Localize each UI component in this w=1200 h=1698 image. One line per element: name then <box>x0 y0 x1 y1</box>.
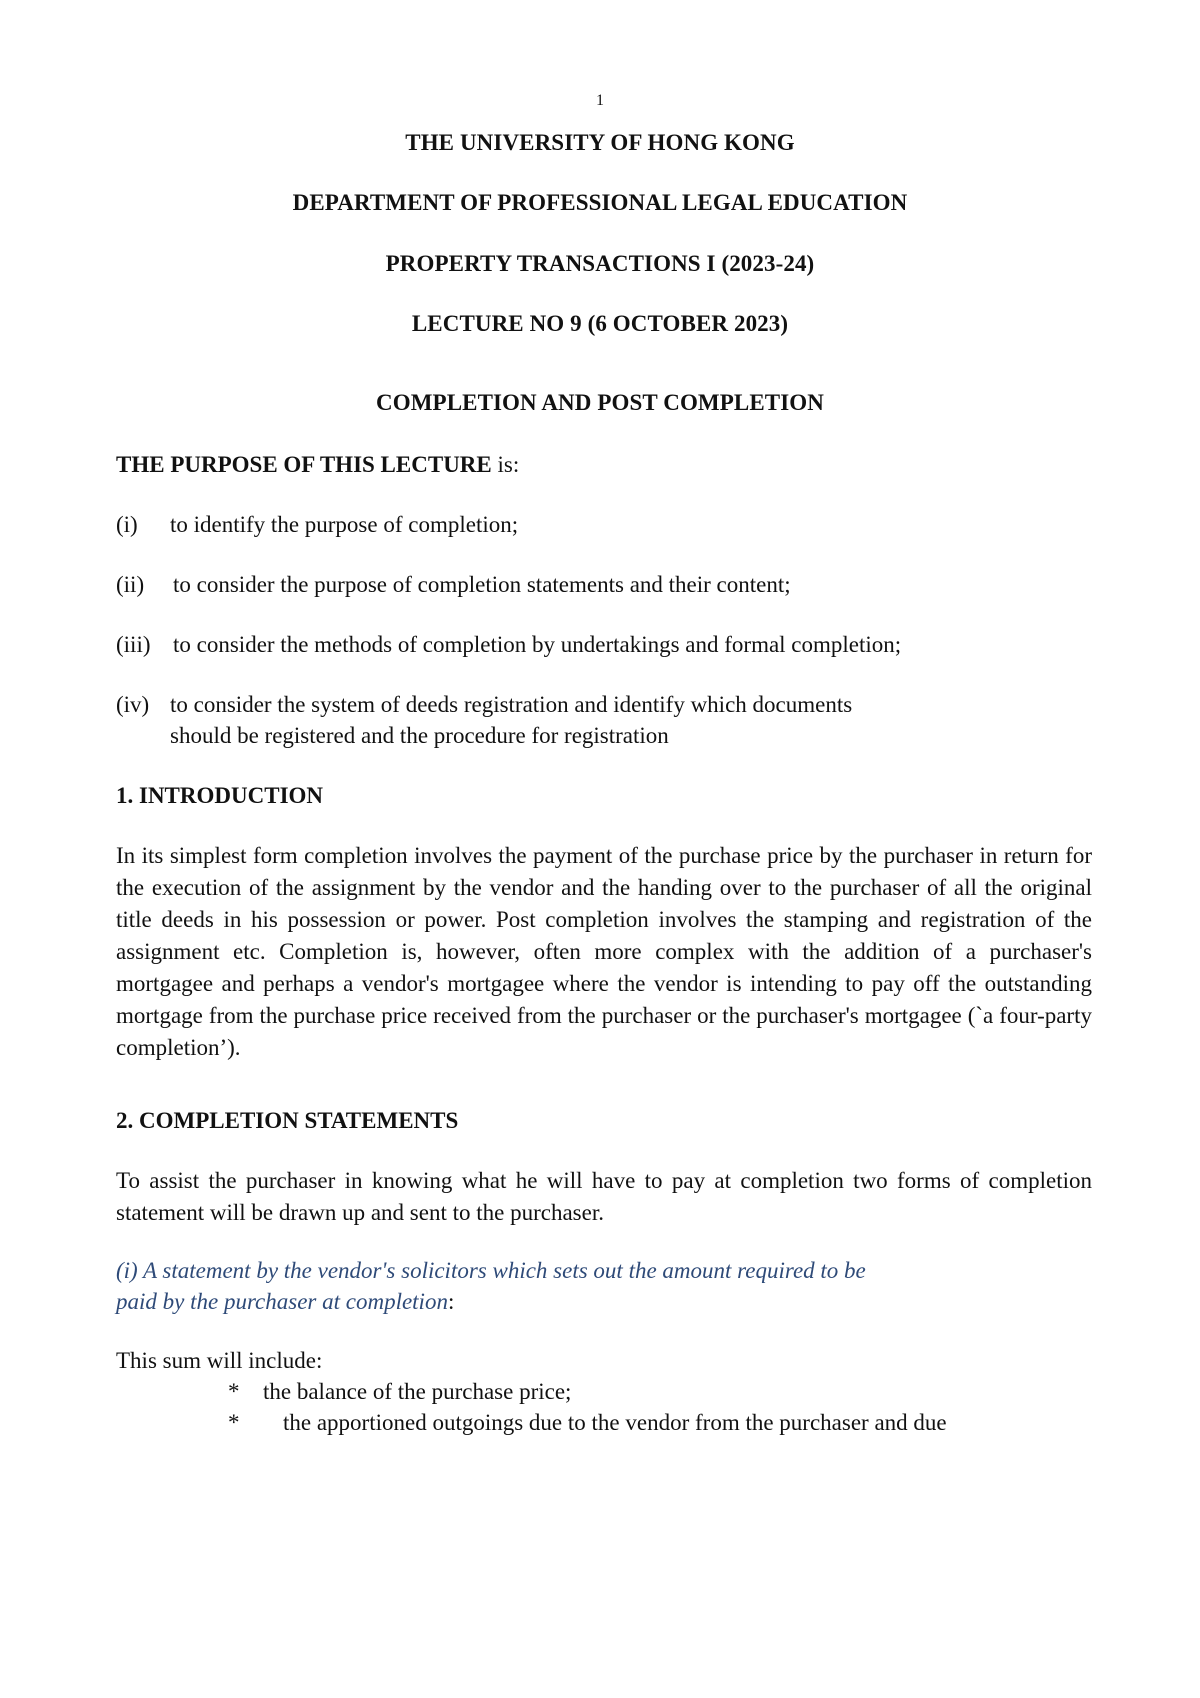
section-completion-statements-title: 2. COMPLETION STATEMENTS <box>116 1108 459 1133</box>
bullet-asterisk: * <box>228 1410 240 1435</box>
purpose-item-text: to consider the system of deeds registration and identify which documents <box>170 692 853 717</box>
lecture-heading: LECTURE NO 9 (6 OCTOBER 2023) <box>411 311 789 336</box>
vendor-statement-colon: : <box>447 1289 455 1314</box>
purpose-item-text: to consider the purpose of completion statements and their content; <box>173 572 791 597</box>
university-heading: THE UNIVERSITY OF HONG KONG <box>405 130 795 155</box>
purpose-label-rest: is: <box>491 452 520 477</box>
section-introduction-title: 1. INTRODUCTION <box>116 783 324 808</box>
sum-intro: This sum will include: <box>116 1348 323 1373</box>
topic-heading: COMPLETION AND POST COMPLETION <box>376 390 824 415</box>
vendor-statement-line-1: (i) A statement by the vendor's solicitors which sets out the amount required to be <box>116 1258 866 1283</box>
bullet-asterisk: * <box>228 1379 240 1404</box>
purpose-item-text: to consider the methods of completion by undertakings and formal completion; <box>173 632 902 657</box>
purpose-item-text-continued: should be registered and the procedure for registration <box>170 723 669 748</box>
bullet-text: the balance of the purchase price; <box>263 1379 572 1404</box>
purpose-item-num: (iii) <box>116 632 151 657</box>
purpose-label-bold: THE PURPOSE OF THIS LECTURE <box>116 452 492 477</box>
department-heading: DEPARTMENT OF PROFESSIONAL LEGAL EDUCATION <box>292 190 908 215</box>
completion-statements-paragraph: To assist the purchaser in knowing what he will have to pay at completion two forms of completion statement will be drawn up and sent to the purchaser. <box>116 1168 1092 1225</box>
purpose-item-text: to identify the purpose of completion; <box>170 512 519 537</box>
purpose-item-num: (i) <box>116 512 138 537</box>
purpose-item-num: (ii) <box>116 572 145 597</box>
course-heading: PROPERTY TRANSACTIONS I (2023-24) <box>385 251 815 276</box>
vendor-statement-line-2-text: paid by the purchaser at completion <box>116 1289 448 1314</box>
vendor-statement-line-2 <box>116 1286 454 1318</box>
bullet-text: the apportioned outgoings due to the vendor from the purchaser and due <box>283 1410 947 1435</box>
introduction-paragraph: In its simplest form completion involves the payment of the purchase price by the purchaser in return for the execution of the assignment by the vendor and the handing over to the purchaser of all the original title deeds in his possession or power. Post completion involves the stamping and registration of the assignment etc. Completion is, however, often more complex with the addition of a purchaser's mortgagee and perhaps a vendor's mortgagee where the vendor is intending to pay off the outstanding mortgage from the purchase price received from the purchaser or the purchaser's mortgagee (`a four-party completion’). <box>116 843 1092 1060</box>
page-number: 1 <box>596 92 604 109</box>
purpose-label <box>116 449 519 481</box>
purpose-item-num: (iv) <box>116 692 150 717</box>
